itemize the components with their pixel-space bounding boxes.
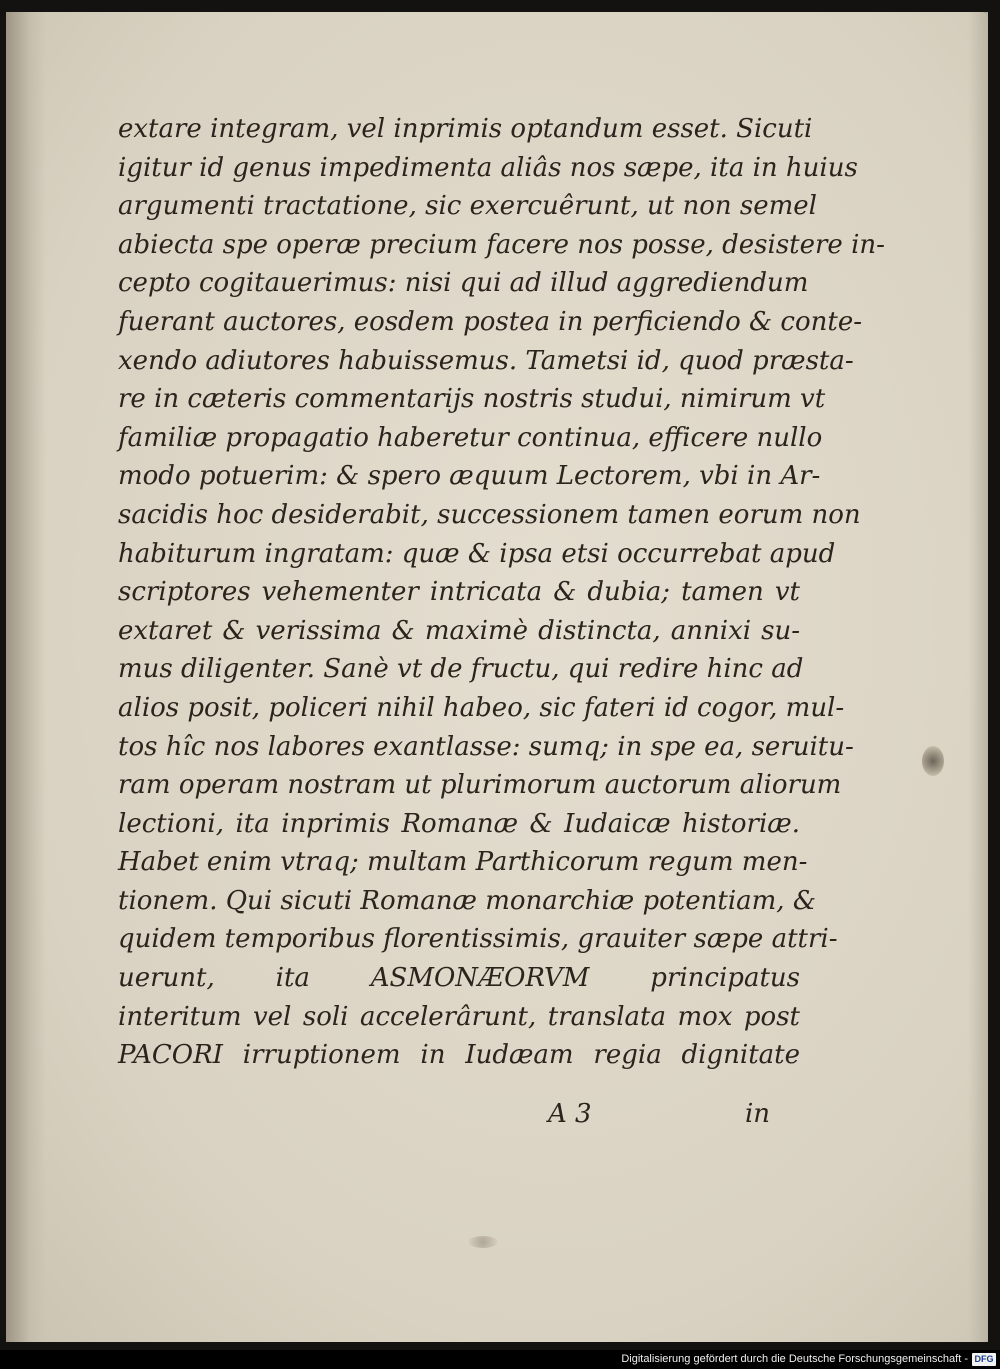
text-line: quidem temporibus florentissimis, grauiter sæpe attri- (118, 924, 838, 955)
text-line: familiæ propagatio haberetur continua, efficere nullo (118, 422, 823, 453)
ink-blot (922, 746, 944, 776)
text-line: modo potuerim: & spero æquum Lectorem, vbi in Ar- (118, 461, 821, 492)
dfg-logo-icon: DFG (972, 1353, 996, 1366)
text-line: xendo adiutores habuissemus. Tametsi id, quod præsta- (118, 345, 854, 376)
text-line: interitum vel soli accelerârunt, translata mox post (118, 1001, 800, 1032)
text-line: uerunt, ita ASMONÆORVM principatus (118, 963, 800, 994)
text-line: PACORI irruptionem in Iudæam regia dignitate (118, 1040, 800, 1071)
catchword: in (744, 1099, 770, 1129)
page-edge-shadow (968, 12, 988, 1342)
text-line: lectioni, ita inprimis Romanæ & Iudaicæ historiæ. (118, 808, 800, 839)
signature-mark: A 3 (548, 1099, 592, 1129)
paper-stain (468, 1236, 498, 1248)
text-line: igitur id genus impedimenta aliâs nos sæpe, ita in huius (118, 152, 858, 183)
text-line: cepto cogitauerimus: nisi qui ad illud aggrediendum (118, 268, 809, 299)
page-foot-row (118, 1094, 800, 1134)
text-line: extaret & verissima & maximè distincta, annixi su- (118, 615, 800, 646)
text-line: abiecta spe operæ precium facere nos posse, desistere in- (118, 229, 885, 260)
text-line: extare integram, vel inprimis optandum esset. Sicuti (118, 114, 813, 144)
text-line: mus diligenter. Sanè vt de fructu, qui redire hinc ad (118, 654, 804, 685)
text-line: habiturum ingratam: quæ & ipsa etsi occurrebat apud (118, 538, 836, 569)
text-line: Habet enim vtraq; multam Parthicorum regum men- (118, 847, 808, 878)
body-text (118, 110, 885, 1075)
footer-bar (0, 1350, 1000, 1369)
text-line: ram operam nostram ut plurimorum auctorum aliorum (118, 770, 842, 801)
text-line: fuerant auctores, eosdem postea in perficiendo & conte- (118, 306, 862, 337)
text-line: tionem. Qui sicuti Romanæ monarchiæ potentiam, & (118, 885, 816, 916)
text-line: scriptores vehementer intricata & dubia; tamen vt (118, 577, 800, 608)
text-line: re in cæteris commentarijs nostris studui, nimirum vt (118, 384, 826, 415)
text-line: tos hîc nos labores exantlasse: sumq; in spe ea, seruitu- (118, 731, 854, 762)
text-line: argumenti tractatione, sic exercuêrunt, ut non semel (118, 191, 817, 222)
text-line: sacidis hoc desiderabit, successionem tamen eorum non (118, 499, 861, 530)
page-gutter-shadow (6, 12, 46, 1342)
funding-credit: Digitalisierung gefördert durch die Deutsche Forschungsgemeinschaft - (621, 1353, 968, 1365)
text-line: alios posit, policeri nihil habeo, sic fateri id cogor, mul- (118, 692, 845, 723)
